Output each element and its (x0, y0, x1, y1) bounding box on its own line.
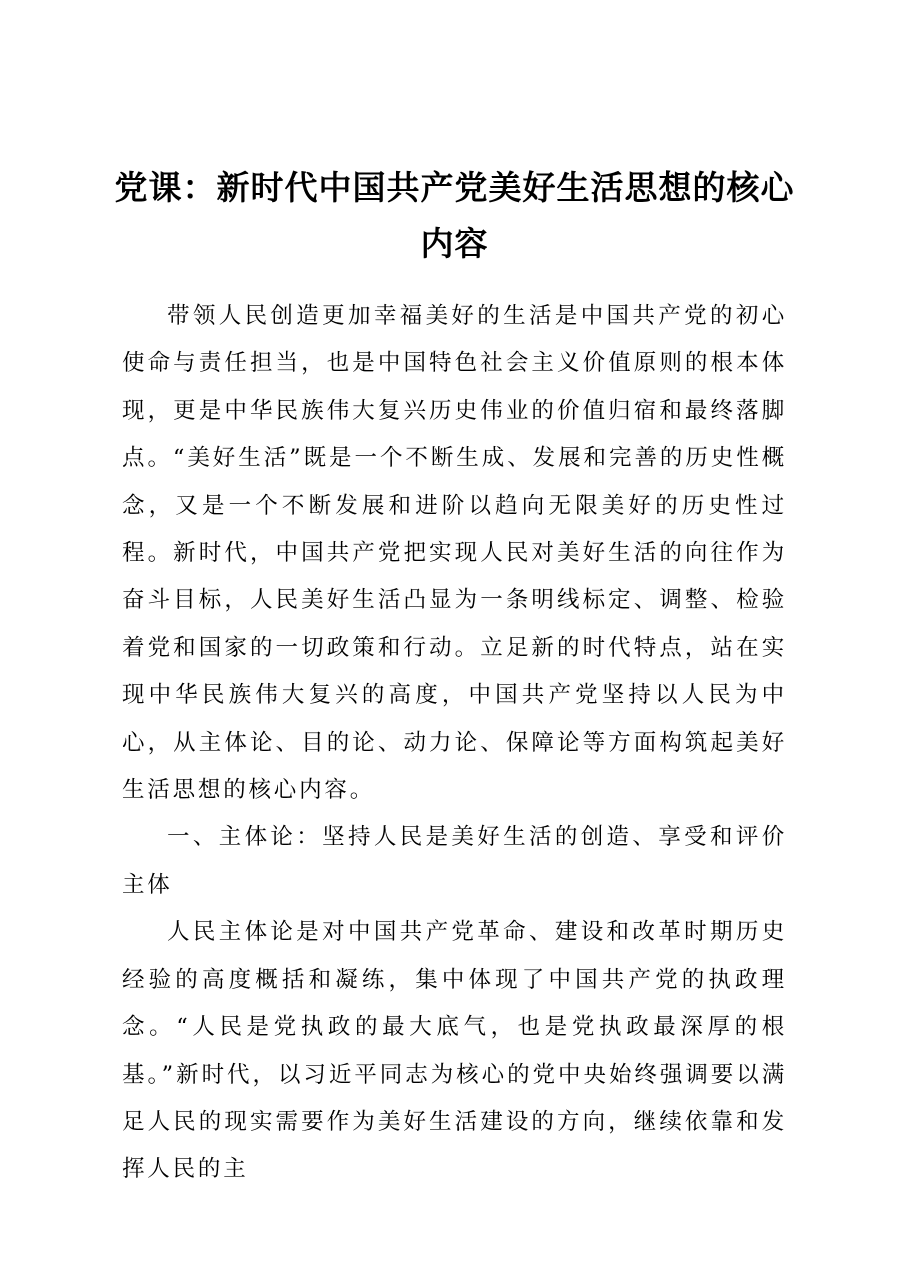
paragraph-section-1: 人民主体论是对中国共产党革命、建设和改革时期历史经验的高度概括和凝练，集中体现了中国共产党的执政理念。“人民是党执政的最大底气，也是党执政最深厚的根基。”新时代，以习近平同志为核心的党中央始终强调要以满足人民的现实需要作为美好生活建设的方向，继续依靠和发挥人民的主 (122, 919, 787, 1183)
paragraph-intro: 带领人民创造更加幸福美好的生活是中国共产党的初心使命与责任担当，也是中国特色社会主义价值原则的根本体现，更是中华民族伟大复兴历史伟业的价值归宿和最终落脚点。“美好生活”既是一个不断生成、发展和完善的历史性概念，又是一个不断发展和进阶以趋向无限美好的历史性过程。新时代，中国共产党把实现人民对美好生活的向往作为奋斗目标，人民美好生活凸显为一条明线标定、调整、检验着党和国家的一切政策和行动。立足新的时代特点，站在实现中华民族伟大复兴的高度，中国共产党坚持以人民为中心，从主体论、目的论、动力论、保障论等方面构筑起美好生活思想的核心内容。 (122, 303, 787, 804)
section-heading-1: 一、主体论：坚持人民是美好生活的创造、享受和评价主体 (122, 824, 787, 898)
document-title: 党课：新时代中国共产党美好生活思想的核心内容 (114, 168, 795, 263)
document-body (122, 293, 787, 1194)
